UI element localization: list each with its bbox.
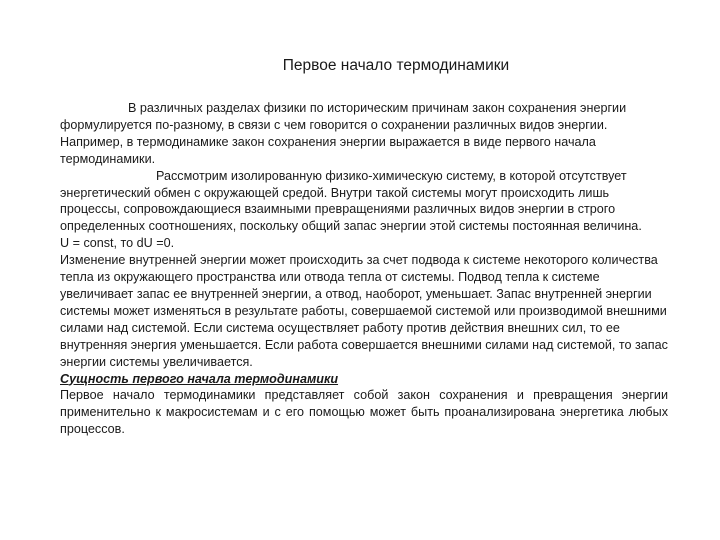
formula-line: U = const, то dU =0. — [60, 236, 175, 251]
paragraph-isolated-system: Рассмотрим изолированную физико-химическую систему, в которой отсутствует энергетический обмен с окружающей средой. Внутри такой системы могут происходить лишь процессы, сопровождающиеся взаимными превращениями различных видов энергии в строго определенных соотношениях, поскольку общий запас энергии этой системы постоянная величина. — [60, 168, 642, 234]
paragraph-internal-energy: Изменение внутренней энергии может происходить за счет подвода к системе некоторого количества тепла из окружающего пространства или отвода тепла от системы. Подвод тепла к системе увеличивает запас ее внутренней энергии, а отвод, наоборот, уменьшает. Запас внутренней энергии системы может изменяться в результате работы, совершаемой системой или производимой внешними силами над системой. Если система осуществляет работу против действия внешних сил, то ее внутренняя энергия уменьшается. Если работа совершается внешними силами над системой, то запас энергии системы увеличивается. — [60, 253, 668, 369]
section-heading: Сущность первого начала термодинамики — [60, 371, 339, 386]
text-body — [60, 100, 668, 438]
page-title: Первое начало термодинамики — [282, 57, 510, 74]
paragraph-intro: В различных разделах физики по историческим причинам закон сохранения энергии формулируется по-разному, в связи с чем говорится о сохранении различных видов энергии. Например, в термодинамике закон сохранения энергии выражается в виде первого начала термодинамики. — [60, 101, 627, 166]
paragraph-first-law: Первое начало термодинамики представляет собой закон сохранения и превращения энергии применительно к макросистемам и с его помощью может быть проанализирована энергетика любых процессов. — [60, 388, 668, 437]
